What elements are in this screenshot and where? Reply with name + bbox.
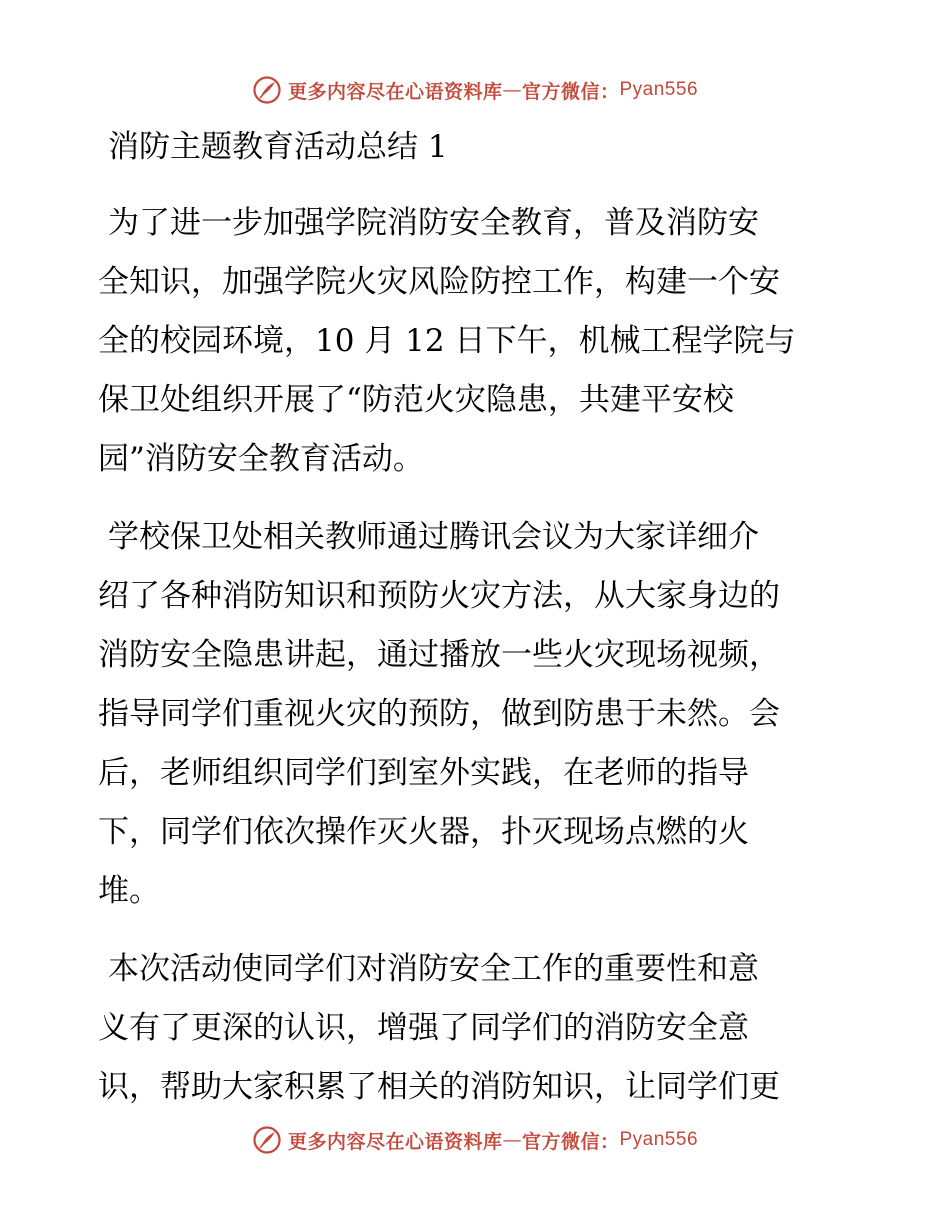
feather-circle-logo-icon xyxy=(252,1125,282,1155)
watermark-separator: — xyxy=(502,79,522,101)
paragraph-line: 全的校园环境，10 月 12 日下午，机械工程学院与 xyxy=(98,323,796,359)
watermark-id: Pyan556 xyxy=(619,79,699,100)
paragraph-line: 下，同学们依次操作灭火器，扑灭现场点燃的火 xyxy=(98,814,749,850)
paragraph-3 xyxy=(98,940,850,1117)
paragraph-line: 为了进一步加强学院消防安全教育，普及消防安 xyxy=(108,205,759,241)
paragraph-line: 园”消防安全教育活动。 xyxy=(98,441,424,477)
watermark-separator: — xyxy=(502,1129,522,1151)
paragraph-line: 消防安全隐患讲起，通过播放一些火灾现场视频， xyxy=(98,637,780,673)
paragraph-line: 本次活动使同学们对消防安全工作的重要性和意 xyxy=(108,951,759,987)
watermark-header xyxy=(0,70,950,110)
watermark-footer xyxy=(0,1120,950,1160)
paragraph-2 xyxy=(98,508,850,921)
paragraph-line: 指导同学们重视火灾的预防，做到防患于未然。会 xyxy=(98,696,780,732)
watermark-id: Pyan556 xyxy=(619,1129,699,1150)
watermark-main-text: 更多内容尽在心语资料库 xyxy=(287,1130,503,1153)
paragraph-line: 绍了各种消防知识和预防火灾方法，从大家身边的 xyxy=(98,578,780,614)
paragraph-line: 学校保卫处相关教师通过腾讯会议为大家详细介 xyxy=(108,519,759,555)
paragraph-1 xyxy=(98,194,850,489)
paragraph-line: 识，帮助大家积累了相关的消防知识，让同学们更 xyxy=(98,1069,780,1105)
watermark-main-text: 更多内容尽在心语资料库 xyxy=(287,80,503,103)
paragraph-line: 后，老师组织同学们到室外实践，在老师的指导 xyxy=(98,755,749,791)
watermark-official-label: 官方微信： xyxy=(521,1130,620,1153)
paragraph-line: 堆。 xyxy=(98,873,160,909)
document-title: 消防主题教育活动总结 1 xyxy=(108,129,448,165)
paragraph-line: 义有了更深的认识，增强了同学们的消防安全意 xyxy=(98,1010,749,1046)
paragraph-line: 全知识，加强学院火灾风险防控工作，构建一个安 xyxy=(98,264,780,300)
feather-circle-logo-icon xyxy=(252,75,282,105)
watermark-official-label: 官方微信： xyxy=(521,80,620,103)
paragraph-line: 保卫处组织开展了“防范火灾隐患，共建平安校 xyxy=(98,382,734,418)
document-body xyxy=(98,122,850,1117)
